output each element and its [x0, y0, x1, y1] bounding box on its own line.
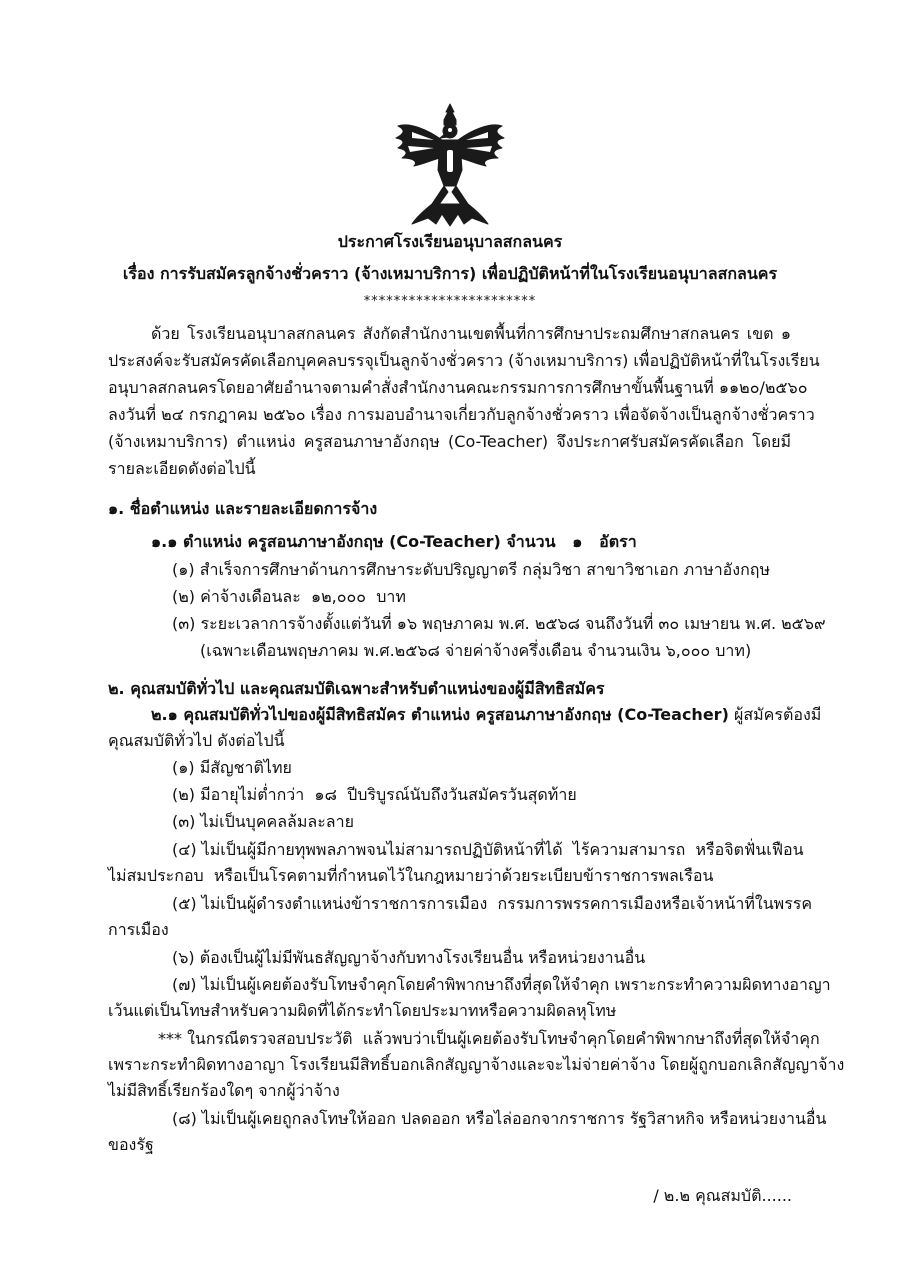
section-2-1-title — [151, 703, 821, 727]
section-2-item-3: (๓) ไม่เป็นบุคคลล้มละลาย — [172, 812, 354, 831]
intro-line-2: ประสงค์จะรับสมัครคัดเลือกบุคคลบรรจุเป็นลูกจ้างชั่วคราว (จ้างเหมาบริการ) เพื่อปฏิบัติหน้าที่ในโรงเรียน — [108, 351, 820, 370]
section-2-1-title-bold: ๒.๑ คุณสมบัติทั่วไปของผู้มีสิทธิสมัคร ตำแหน่ง ครูสอนภาษาอังกฤษ (Co-Teacher) — [151, 705, 729, 724]
section-2-item-4-cont: ไม่สมประกอบ หรือเป็นโรคตามที่กำหนดไว้ในกฎหมายว่าด้วยระเบียบข้าราชการพลเรือน — [108, 866, 714, 885]
intro-line-4: ลงวันที่ ๒๔ กรกฎาคม ๒๕๖๐ เรื่อง การมอบอำนาจเกี่ยวกับลูกจ้างชั่วคราว เพื่อจัดจ้างเป็นลูกจ้างชั่วคราว — [108, 405, 815, 424]
section-2-item-2: (๒) มีอายุไม่ต่ำกว่า ๑๘ ปีบริบูรณ์นับถึงวันสมัครวันสุดท้าย — [172, 785, 577, 804]
separator: *********************** — [363, 294, 537, 309]
section-1-1-title: ๑.๑ ตำแหน่ง ครูสอนภาษาอังกฤษ (Co-Teacher) จำนวน ๑ อัตรา — [151, 532, 637, 551]
intro-line-6: รายละเอียดดังต่อไปนี้ — [108, 459, 256, 478]
section-2-1-title-cont: คุณสมบัติทั่วไป ดังต่อไปนี้ — [108, 731, 285, 750]
section-2-item-7: (๗) ไม่เป็นผู้เคยต้องรับโทษจำคุกโดยคำพิพากษาถึงที่สุดให้จำคุก เพราะกระทำความผิดทางอาญา — [172, 975, 831, 994]
section-1-item-1: (๑) สำเร็จการศึกษาด้านการศึกษาระดับปริญญาตรี กลุ่มวิชา สาขาวิชาเอก ภาษาอังกฤษ — [172, 560, 771, 579]
section-2-item-7-cont: เว้นแต่เป็นโทษสำหรับความผิดที่ได้กระทำโดยประมาทหรือความผิดลหุโทษ — [108, 1001, 617, 1020]
announcement-heading: ประกาศโรงเรียนอนุบาลสกลนคร — [337, 232, 563, 251]
section-2-note: *** ในกรณีตรวจสอบประวัติ แล้วพบว่าเป็นผู้เคยต้องรับโทษจำคุกโดยคำพิพากษาถึงที่สุดให้จำคุก — [158, 1029, 820, 1048]
intro-line-3: อนุบาลสกลนครโดยอาศัยอำนาจตามคำสั่งสำนักงานคณะกรรมการการศึกษาขั้นพื้นฐานที่ ๑๑๒๐/๒๕๖๐ — [108, 378, 808, 397]
garuda-emblem-icon — [392, 100, 508, 228]
intro-line-5: (จ้างเหมาบริการ) ตำแหน่ง ครูสอนภาษาอังกฤษ (Co-Teacher) จึงประกาศรับสมัครคัดเลือก โดยมี — [108, 432, 791, 451]
section-2-item-5-cont: การเมือง — [108, 920, 169, 939]
section-2-item-1: (๑) มีสัญชาติไทย — [172, 758, 292, 777]
section-1-item-2: (๒) ค่าจ้างเดือนละ ๑๒,๐๐๐ บาท — [172, 587, 406, 606]
section-2-item-6: (๖) ต้องเป็นผู้ไม่มีพันธสัญญาจ้างกับทางโรงเรียนอื่น หรือหน่วยงานอื่น — [172, 948, 646, 967]
section-1-item-3: (๓) ระยะเวลาการจ้างตั้งแต่วันที่ ๑๖ พฤษภาคม พ.ศ. ๒๕๖๘ จนถึงวันที่ ๓๐ เมษายน พ.ศ. ๒๕๖๙ — [172, 614, 826, 633]
intro-line-1: ด้วย โรงเรียนอนุบาลสกลนคร สังกัดสำนักงานเขตพื้นที่การศึกษาประถมศึกษาสกลนคร เขต ๑ — [151, 324, 791, 343]
continuation-footer: / ๒.๒ คุณสมบัติ...... — [653, 1186, 792, 1205]
section-2-item-8: (๘) ไม่เป็นผู้เคยถูกลงโทษให้ออก ปลดออก หรือไล่ออกจากราชการ รัฐวิสาหกิจ หรือหน่วยงานอื่น — [172, 1109, 827, 1128]
section-1-title: ๑. ชื่อตำแหน่ง และรายละเอียดการจ้าง — [108, 499, 378, 518]
section-2-note-cont-1: เพราะกระทำผิดทางอาญา โรงเรียนมีสิทธิ์บอกเลิกสัญญาจ้างและจะไม่จ่ายค่าจ้าง โดยผู้ถูกบอกเลิกสัญญาจ้าง — [108, 1055, 845, 1074]
section-2-title: ๒. คุณสมบัติทั่วไป และคุณสมบัติเฉพาะสำหรับตำแหน่งของผู้มีสิทธิสมัคร — [108, 679, 605, 698]
announcement-subject: เรื่อง การรับสมัครลูกจ้างชั่วคราว (จ้างเหมาบริการ) เพื่อปฏิบัติหน้าที่ในโรงเรียนอนุบาลสกลนคร — [122, 264, 778, 283]
section-2-item-5: (๕) ไม่เป็นผู้ดำรงตำแหน่งข้าราชการการเมือง กรรมการพรรคการเมืองหรือเจ้าหน้าที่ในพรรค — [172, 894, 813, 913]
section-2-1-title-rest: ผู้สมัครต้องมี — [733, 705, 822, 724]
section-2-item-4: (๔) ไม่เป็นผู้มีกายทุพพลภาพจนไม่สามารถปฏิบัติหน้าที่ได้ ไร้ความสามารถ หรือจิตฟั่นเฟือน — [172, 840, 804, 859]
section-2-note-cont-2: ไม่มีสิทธิ์เรียกร้องใดๆ จากผู้ว่าจ้าง — [108, 1081, 340, 1100]
section-1-item-3-note: (เฉพาะเดือนพฤษภาคม พ.ศ.๒๕๖๘ จ่ายค่าจ้างครึ่งเดือน จำนวนเงิน ๖,๐๐๐ บาท) — [200, 641, 752, 660]
section-2-item-8-cont: ของรัฐ — [108, 1135, 154, 1154]
